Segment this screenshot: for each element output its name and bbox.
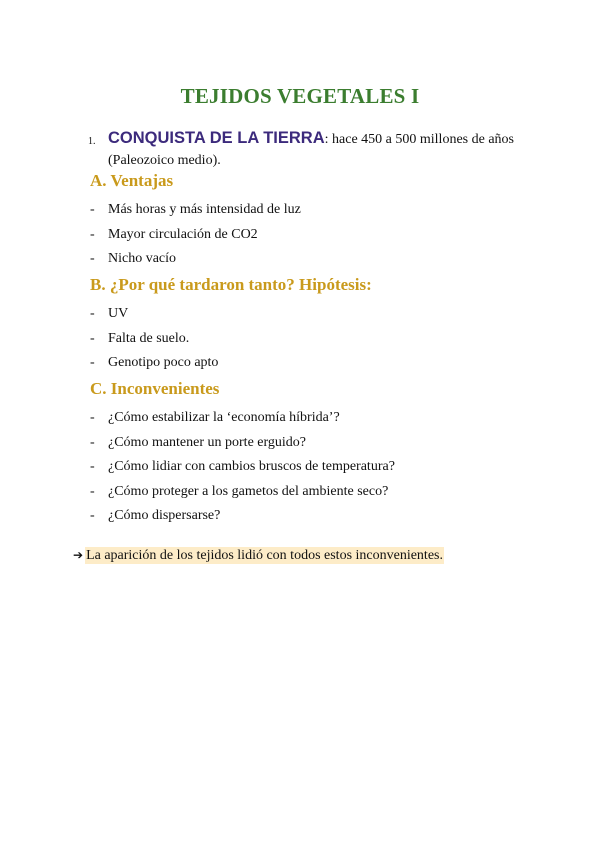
list-item <box>90 483 388 501</box>
subheading-ventajas: A. Ventajas <box>90 171 174 190</box>
dash-bullet: - <box>90 508 95 523</box>
list-item <box>90 250 176 268</box>
document-title: TEJIDOS VEGETALES I <box>180 84 420 108</box>
list-item-text: Más horas y más intensidad de luz <box>108 202 301 217</box>
list-item-text: ¿Cómo proteger a los gametos del ambiente seco? <box>108 484 389 499</box>
dash-bullet: - <box>90 410 95 425</box>
list-item <box>90 409 340 427</box>
dash-bullet: - <box>90 331 95 346</box>
dash-bullet: - <box>90 355 95 370</box>
list-item-text: Mayor circulación de CO2 <box>108 227 258 242</box>
list-item-text: ¿Cómo dispersarse? <box>108 508 221 523</box>
list-item <box>90 330 189 348</box>
dash-bullet: - <box>90 227 95 242</box>
arrow-right-icon: ➔ <box>73 548 84 562</box>
list-item <box>90 434 306 452</box>
highlighted-conclusion: La aparición de los tejidos lidió con todos estos inconvenientes. <box>86 548 443 563</box>
list-item-text: Nicho vacío <box>108 251 177 266</box>
dash-bullet: - <box>90 435 95 450</box>
dash-bullet: - <box>90 459 95 474</box>
list-item-text: Genotipo poco apto <box>108 355 219 370</box>
list-item-text: ¿Cómo mantener un porte erguido? <box>108 435 307 450</box>
subheading-hipotesis: B. ¿Por qué tardaron tanto? Hipótesis: <box>90 275 372 294</box>
section-conquista <box>88 128 528 171</box>
subheading-inconvenientes: C. Inconvenientes <box>90 379 220 398</box>
dash-bullet: - <box>90 251 95 266</box>
list-item <box>90 354 218 372</box>
list-item <box>90 507 220 525</box>
list-item-text: ¿Cómo lidiar con cambios bruscos de temperatura? <box>108 459 395 474</box>
list-item <box>90 226 258 244</box>
list-item <box>90 305 128 323</box>
dash-bullet: - <box>90 484 95 499</box>
list-number: 1. <box>88 136 96 147</box>
section-body <box>108 128 528 171</box>
conclusion-line <box>73 546 444 565</box>
list-item-text: UV <box>108 306 129 321</box>
section-description: : hace 450 a 500 millones de años (Paleozoico medio). <box>108 132 514 168</box>
section-heading: CONQUISTA DE LA TIERRA <box>108 129 325 147</box>
list-item <box>90 201 301 219</box>
list-item-text: ¿Cómo estabilizar la ‘economía híbrida’? <box>108 410 340 425</box>
list-item <box>90 458 395 476</box>
list-item-text: Falta de suelo. <box>108 331 190 346</box>
dash-bullet: - <box>90 202 95 217</box>
dash-bullet: - <box>90 306 95 321</box>
